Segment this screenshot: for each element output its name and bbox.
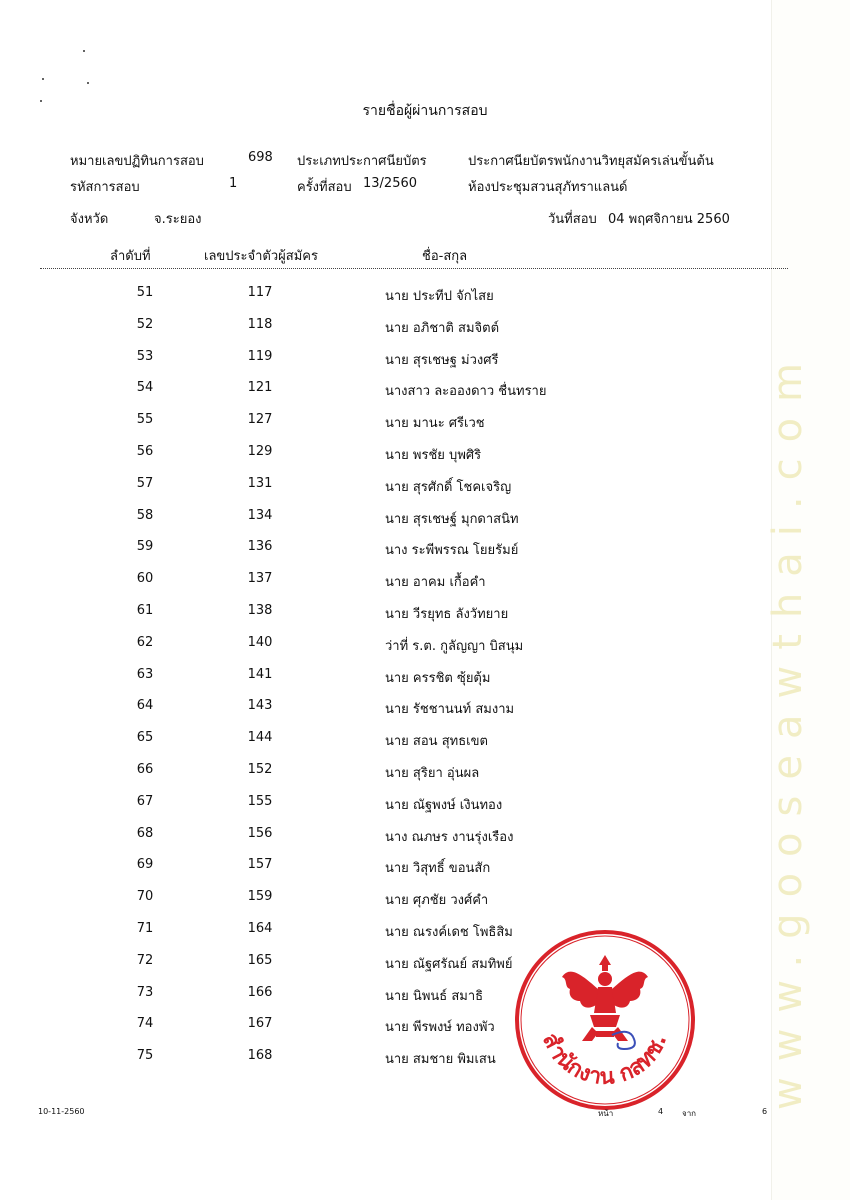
svg-text:สำนักงาน กสทช. bbox=[537, 1029, 672, 1090]
exam-date-label: วันที่สอบ bbox=[548, 212, 597, 227]
row-order-number: 61 bbox=[136, 603, 154, 618]
row-order-number: 56 bbox=[136, 444, 154, 459]
column-header-order: ลำดับที่ bbox=[110, 249, 151, 264]
table-row bbox=[0, 467, 850, 499]
table-row bbox=[0, 530, 850, 562]
row-full-name: นาย ณรงค์เดช โพธิสิม bbox=[385, 925, 513, 940]
table-row bbox=[0, 785, 850, 817]
table-row bbox=[0, 944, 850, 976]
row-full-name: นาย ประทีป จักไสย bbox=[385, 289, 494, 304]
row-full-name: นางสาว ละอองดาว ชื่นทราย bbox=[385, 384, 547, 400]
column-header-name: ชื่อ-สกุล bbox=[422, 249, 468, 264]
table-row bbox=[0, 626, 850, 658]
row-order-number: 53 bbox=[136, 348, 154, 364]
footer-total-pages: 6 bbox=[762, 1107, 768, 1116]
calendar-label: หมายเลขปฏิทินการสอบ bbox=[70, 154, 204, 169]
table-row bbox=[0, 848, 850, 880]
round-label: ครั้งที่สอบ bbox=[297, 180, 352, 195]
row-applicant-id: 121 bbox=[247, 380, 273, 396]
table-row bbox=[0, 721, 850, 753]
footer-page-number: 4 bbox=[658, 1107, 664, 1116]
row-applicant-id: 138 bbox=[247, 603, 273, 618]
row-applicant-id: 134 bbox=[247, 507, 273, 523]
watermark-text: www.gooseawthai.com bbox=[765, 346, 811, 1110]
row-full-name: นาย มานะ ศรีเวช bbox=[385, 416, 485, 432]
row-order-number: 59 bbox=[136, 539, 154, 555]
row-full-name: นาย อภิชาติ สมจิตต์ bbox=[385, 320, 500, 336]
column-header-applicant-id: เลขประจำตัวผู้สมัคร bbox=[204, 249, 318, 264]
row-full-name: นาย สมชาย พิมเสน bbox=[385, 1052, 496, 1068]
certificate-name: ประกาศนียบัตรพนักงานวิทยุสมัครเล่นขั้นต้น bbox=[468, 154, 714, 169]
exam-code-label: รหัสการสอบ bbox=[70, 180, 140, 195]
row-order-number: 62 bbox=[136, 634, 154, 650]
row-order-number: 66 bbox=[136, 762, 154, 777]
row-order-number: 54 bbox=[136, 380, 154, 396]
row-applicant-id: 166 bbox=[247, 984, 273, 1000]
row-full-name: นาย วีรยุทธ ลังวัทยาย bbox=[385, 607, 509, 622]
row-full-name: นาย อาคม เกื้อคำ bbox=[385, 575, 486, 591]
row-full-name: นาย สุรศักดิ์ โชคเจริญ bbox=[385, 479, 512, 495]
row-full-name: นาง ระพีพรรณ โยยรัมย์ bbox=[385, 543, 519, 559]
row-order-number: 51 bbox=[136, 285, 154, 300]
row-full-name: นาย สุรเชษฐ ม่วงศรี bbox=[385, 352, 499, 368]
row-applicant-id: 119 bbox=[247, 348, 273, 364]
row-order-number: 75 bbox=[136, 1048, 154, 1064]
table-row bbox=[0, 340, 850, 372]
footer-page-label: หน้า bbox=[598, 1109, 614, 1118]
province-label: จังหวัด bbox=[70, 212, 109, 227]
row-applicant-id: 140 bbox=[247, 634, 273, 650]
row-order-number: 55 bbox=[136, 412, 154, 428]
table-row bbox=[0, 276, 850, 308]
row-applicant-id: 144 bbox=[247, 730, 273, 746]
row-full-name: นาย ศุภชัย วงศ์คำ bbox=[385, 893, 489, 909]
scan-speck bbox=[42, 78, 44, 80]
province-value: จ.ระยอง bbox=[154, 212, 202, 227]
row-order-number: 63 bbox=[136, 666, 154, 682]
venue: ห้องประชุมสวนสุภัทราแลนด์ bbox=[468, 180, 628, 195]
row-applicant-id: 157 bbox=[247, 857, 273, 873]
row-applicant-id: 143 bbox=[247, 698, 273, 714]
row-order-number: 73 bbox=[136, 984, 154, 1000]
row-full-name: นาย วิสุทธิ์ ขอนสัก bbox=[385, 861, 491, 877]
table-row bbox=[0, 658, 850, 690]
row-applicant-id: 127 bbox=[247, 412, 273, 428]
table-row bbox=[0, 499, 850, 531]
row-order-number: 71 bbox=[136, 921, 154, 936]
row-applicant-id: 117 bbox=[247, 285, 273, 300]
row-full-name: นาย พีรพงษ์ ทองพัว bbox=[385, 1020, 495, 1036]
row-order-number: 72 bbox=[136, 952, 154, 968]
exam-date-value: 04 พฤศจิกายน 2560 bbox=[608, 212, 730, 227]
row-order-number: 69 bbox=[136, 857, 154, 873]
row-full-name: นาย สุรเชษฐ์ มุกดาสนิท bbox=[385, 511, 519, 527]
row-applicant-id: 164 bbox=[247, 921, 273, 936]
row-applicant-id: 137 bbox=[247, 571, 273, 587]
table-row bbox=[0, 912, 850, 944]
row-order-number: 60 bbox=[136, 571, 154, 587]
row-full-name: นาย ณัฐพงษ์ เงินทอง bbox=[385, 797, 503, 813]
table-row bbox=[0, 562, 850, 594]
row-applicant-id: 167 bbox=[247, 1016, 273, 1032]
table-row bbox=[0, 817, 850, 849]
row-applicant-id: 141 bbox=[247, 666, 273, 682]
row-applicant-id: 165 bbox=[247, 952, 273, 968]
row-full-name: นาย นิพนธ์ สมาธิ bbox=[385, 988, 484, 1004]
table-row bbox=[0, 880, 850, 912]
row-applicant-id: 129 bbox=[247, 444, 273, 459]
row-applicant-id: 168 bbox=[247, 1048, 273, 1064]
table-row bbox=[0, 594, 850, 626]
exam-code-value: 1 bbox=[229, 176, 238, 191]
row-order-number: 67 bbox=[136, 793, 154, 809]
row-order-number: 65 bbox=[136, 730, 154, 746]
row-applicant-id: 156 bbox=[247, 825, 273, 841]
row-full-name: ว่าที่ ร.ต. กูลัญญา บิสนุม bbox=[385, 638, 524, 654]
row-applicant-id: 159 bbox=[247, 889, 273, 905]
row-applicant-id: 118 bbox=[247, 316, 273, 332]
table-row bbox=[0, 1039, 850, 1071]
table-row bbox=[0, 1007, 850, 1039]
scan-speck bbox=[87, 82, 89, 84]
seal-text: สำนักงาน กสทช. bbox=[537, 1029, 673, 1090]
row-order-number: 64 bbox=[136, 698, 154, 714]
row-full-name: นาย รัชชานนท์ สมงาม bbox=[385, 702, 515, 718]
scan-speck bbox=[83, 50, 85, 52]
table-row bbox=[0, 371, 850, 403]
page-title: รายชื่อผู้ผ่านการสอบ bbox=[362, 103, 488, 119]
table-row bbox=[0, 403, 850, 435]
header-divider bbox=[40, 268, 788, 269]
row-applicant-id: 136 bbox=[247, 539, 273, 555]
table-row bbox=[0, 308, 850, 340]
row-order-number: 70 bbox=[136, 889, 154, 905]
row-order-number: 68 bbox=[136, 825, 154, 841]
row-full-name: นาย สอน สุทธเขต bbox=[385, 734, 488, 750]
row-full-name: นาง ณภษร งานรุ่งเรือง bbox=[385, 829, 514, 845]
row-order-number: 57 bbox=[136, 475, 154, 491]
row-full-name: นาย สุริยา อุ่นผล bbox=[385, 766, 480, 781]
row-applicant-id: 152 bbox=[247, 762, 273, 777]
round-value: 13/2560 bbox=[363, 176, 418, 191]
row-order-number: 52 bbox=[136, 316, 154, 332]
row-applicant-id: 155 bbox=[247, 793, 273, 809]
table-row bbox=[0, 689, 850, 721]
type-label: ประเภทประกาศนียบัตร bbox=[297, 154, 427, 169]
row-full-name: นาย พรชัย บุพศิริ bbox=[385, 448, 482, 463]
row-order-number: 58 bbox=[136, 507, 154, 523]
row-order-number: 74 bbox=[136, 1016, 154, 1032]
table-row bbox=[0, 435, 850, 467]
table-row bbox=[0, 976, 850, 1008]
row-full-name: นาย ครรชิต ซุ้ยตุ้ม bbox=[385, 670, 491, 686]
calendar-value: 698 bbox=[248, 150, 273, 165]
footer-of-label: จาก bbox=[682, 1109, 697, 1118]
footer-date: 10-11-2560 bbox=[38, 1107, 85, 1116]
row-full-name: นาย ณัฐศรัณย์ สมทิพย์ bbox=[385, 956, 513, 972]
official-seal-stamp bbox=[512, 927, 698, 1113]
row-applicant-id: 131 bbox=[247, 475, 273, 491]
seal-garuda-icon bbox=[512, 927, 698, 1113]
table-row bbox=[0, 753, 850, 785]
